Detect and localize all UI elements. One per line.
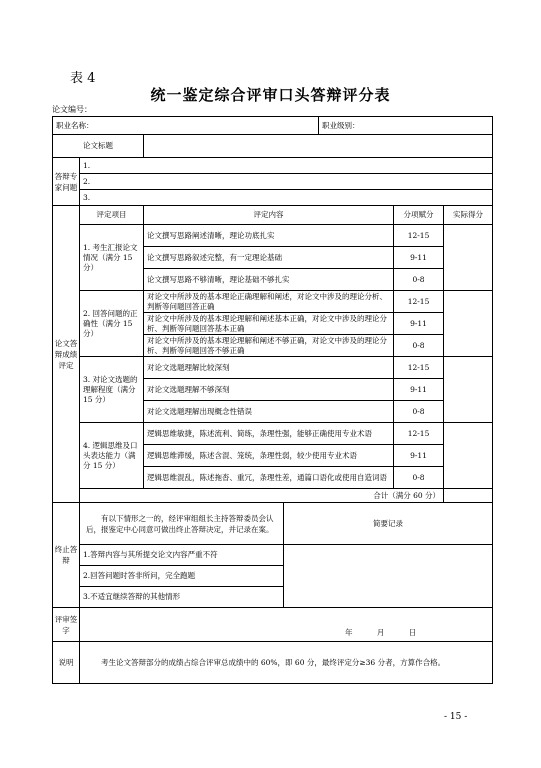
actual-score-cell[interactable] [444, 423, 493, 489]
evaluation-item: 3. 对论文选题的理解程度（满分 15 分） [80, 357, 144, 423]
termination-row [53, 545, 493, 566]
evaluation-content: 对论文中所涉及的基本理论理解和阐述基本正确，对论文中涉及的理论分析、判断等问题回答基本正确 [144, 313, 394, 335]
question-row [53, 158, 493, 174]
evaluation-content: 对论文选题理解比较深刻 [144, 357, 394, 379]
notes-row [53, 642, 493, 684]
evaluation-content: 论文撰写思路叙述完整，有一定理论基础 [144, 247, 394, 269]
evaluation-score: 0-8 [394, 269, 444, 291]
actual-score-cell[interactable] [444, 291, 493, 357]
evaluation-score: 9-11 [394, 313, 444, 335]
occupation-level-cell[interactable] [319, 117, 493, 135]
evaluation-score: 12-15 [394, 423, 444, 445]
question-row [53, 174, 493, 190]
thesis-title-label: 论文标题 [53, 135, 144, 158]
actual-score-cell[interactable] [444, 225, 493, 291]
evaluation-score: 9-11 [394, 247, 444, 269]
signature-label: 评审签字 [53, 608, 80, 642]
signature-row [53, 608, 493, 642]
col-score-header: 分项赋分 [394, 206, 444, 225]
evaluation-score: 12-15 [394, 357, 444, 379]
col-item-header: 评定项目 [80, 206, 144, 225]
brief-record-label: 简要记录 [284, 503, 493, 545]
col-actual-header: 实际得分 [444, 206, 493, 225]
thesis-number-label: 论文编号： [52, 105, 92, 114]
question-item[interactable]: 2. [80, 174, 493, 190]
question-item[interactable]: 1. [80, 158, 493, 174]
evaluation-score: 9-11 [394, 379, 444, 401]
question-row [53, 190, 493, 206]
page-number: - 15 - [444, 712, 468, 722]
evaluation-score: 12-15 [394, 225, 444, 247]
evaluation-content: 论文撰写思路阐述清晰，理论功底扎实 [144, 225, 394, 247]
total-label: 合计（满分 60 分） [80, 489, 444, 503]
total-score-cell[interactable] [444, 489, 493, 503]
thesis-title-cell[interactable] [144, 135, 493, 158]
occupation-name-cell[interactable] [53, 117, 319, 135]
occupation-name-label: 职业名称： [56, 120, 94, 130]
termination-item: 2.回答问题时答非所问，完全跑题 [80, 566, 284, 587]
evaluation-row [53, 291, 493, 313]
termination-item: 1.答辩内容与其所提交论文内容严重不符 [80, 545, 284, 566]
evaluation-row [53, 423, 493, 445]
occupation-level-label: 职业级别： [322, 120, 360, 130]
col-content-header: 评定内容 [144, 206, 394, 225]
evaluation-row [53, 357, 493, 379]
evaluation-score: 0-8 [394, 335, 444, 357]
evaluation-content: 逻辑思维敏捷，陈述流利、简练，条理性强，能够正确使用专业术语 [144, 423, 394, 445]
evaluation-content: 对论文中所涉及的基本理论理解和阐述不够正确，对论文中涉及的理论分析、判断等问题回答不够正确 [144, 335, 394, 357]
evaluation-content: 对论文选题理解不够深刻 [144, 379, 394, 401]
evaluation-header-row [53, 206, 493, 225]
actual-score-cell[interactable] [444, 357, 493, 423]
evaluation-content: 论文撰写思路不够清晰，理论基础不够扎实 [144, 269, 394, 291]
evaluation-score: 0-8 [394, 467, 444, 489]
evaluation-item: 4. 逻辑思维及口头表达能力（满分 15 分） [80, 423, 144, 489]
table-label: 表 4 [70, 71, 96, 86]
notes-text: 考生论文答辩部分的成绩占综合评审总成绩中的 60%，即 60 分，最终评定分≥36 分者，方算作合格。 [80, 642, 493, 684]
signature-year: 年 [345, 628, 353, 637]
evaluation-score: 12-15 [394, 291, 444, 313]
brief-record-cell[interactable] [284, 545, 493, 608]
evaluation-label: 论文答辩成绩评定 [53, 206, 80, 503]
total-row [53, 489, 493, 503]
signature-day: 日 [408, 628, 417, 637]
termination-intro-row [53, 503, 493, 545]
evaluation-row [53, 225, 493, 247]
evaluation-item: 1. 考生汇报论文情况（满分 15 分） [80, 225, 144, 291]
page-title: 统一鉴定综合评审口头答辩评分表 [150, 86, 391, 104]
evaluation-score: 9-11 [394, 445, 444, 467]
termination-item: 3.不适宜继续答辩的其他情形 [80, 587, 284, 608]
evaluation-form-table [52, 116, 493, 684]
evaluation-content: 对论文选题理解出现概念性错误 [144, 401, 394, 423]
thesis-title-row [53, 135, 493, 158]
termination-intro: 有以下情形之一的，经评审组组长主持答辩委员会认后，报鉴定中心同意可做出终止答辩决定，并记录在案。 [80, 503, 284, 545]
notes-label: 说明 [53, 642, 80, 684]
question-item[interactable]: 3. [80, 190, 493, 206]
questions-label: 答辩专家问题 [53, 158, 80, 206]
evaluation-content: 逻辑思维滞缓，陈述含混、笼统，条理性弱，较少使用专业术语 [144, 445, 394, 467]
evaluation-score: 0-8 [394, 401, 444, 423]
evaluation-content: 对论文中所涉及的基本理论正确理解和阐述，对论文中涉及的理论分析、判断等问题回答正确 [144, 291, 394, 313]
termination-label: 终止答辩 [53, 503, 80, 608]
signature-cell[interactable] [80, 608, 493, 642]
evaluation-item: 2. 回答问题的正确性（满分 15 分） [80, 291, 144, 357]
signature-month: 月 [376, 628, 385, 637]
occupation-row [53, 117, 493, 135]
evaluation-content: 逻辑思维混乱，陈述拖沓、重冗，条理性差，通篇口语化或使用自造词语 [144, 467, 394, 489]
